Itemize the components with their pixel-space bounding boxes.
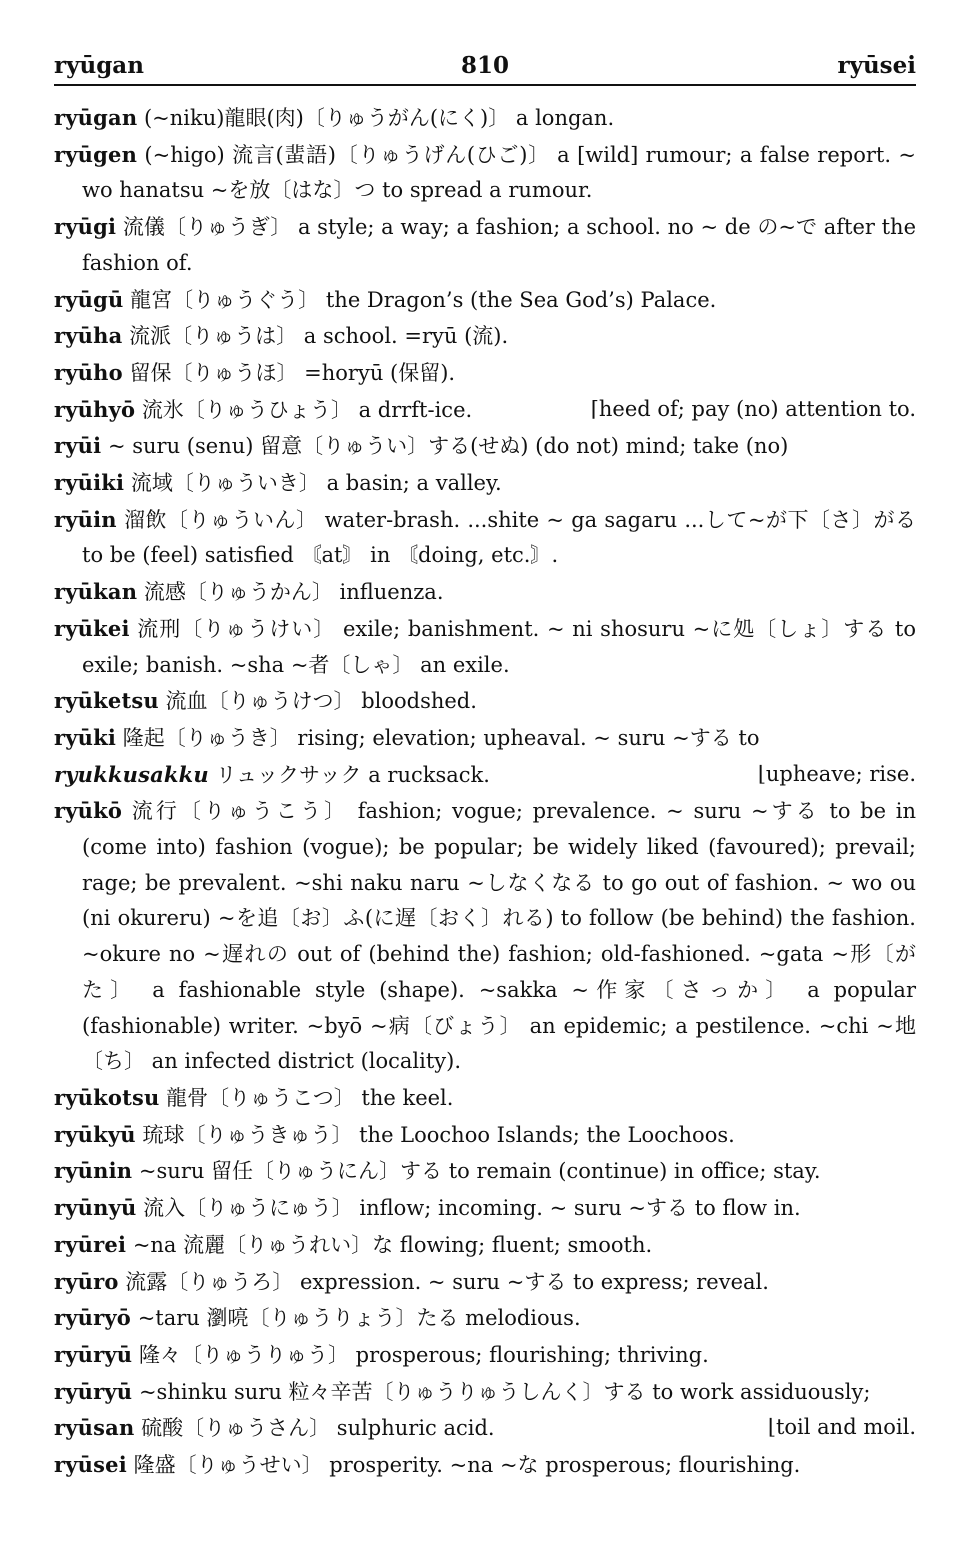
entry [54, 392, 916, 429]
headword: ryūgū [54, 286, 124, 312]
continuation-text: ⌈heed of; pay (no) attention to. [590, 396, 916, 421]
definition: 溜飲〔りゅういん〕 water-brash. ...shite ~ ga sagaru ...して~が下〔さ〕がる to be (feel) satisfied 〘at〙 in 〘doing, etc.〙. [82, 507, 916, 568]
definition: ~suru 留任〔りゅうにん〕する to remain (continue) in office; stay. [132, 1159, 821, 1184]
entry [54, 1447, 916, 1484]
entry [54, 209, 916, 281]
headword: ryūkan [54, 579, 138, 605]
headword: ryūro [54, 1268, 119, 1294]
definition: 龍宮〔りゅうぐう〕 the Dragon’s (the Sea God’s) Palace. [123, 287, 717, 312]
headword: ryukkusakku [54, 761, 209, 787]
headword: ryūgan [54, 105, 138, 130]
headword: ryūin [54, 506, 117, 532]
entry [54, 1410, 916, 1447]
entry [54, 683, 916, 720]
entry [54, 465, 916, 502]
definition: ~shinku suru 粒々辛苦〔りゅうりゅうしんく〕する to work assiduously; [132, 1379, 871, 1404]
definition: 流行〔りゅうこう〕 fashion; vogue; prevalence. ~ suru ~する to be in (come into) fashion (vogue); be popular; be widely liked (favoured); prevail; rage; be prevalent. ~shi naku naru ~しなくなる to go out of fashion. ~ wo ou (ni okureru) ~を追〔お〕ふ(に遅〔おく〕れる) to follow (be behind) the fashion. ~okure no ~遅れの out of (behind the) fashion; old-fashioned. ~gata ~形〔がた〕 a fashionable style (shape). ~sakka ~作家〔さっか〕 a popular (fashionable) writer. ~byō ~病〔びょう〕 an epidemic; a pestilence. ~chi ~地〔ち〕 an infected district (locality). [82, 799, 916, 1074]
entry [54, 282, 916, 319]
definition: 流氷〔りゅうひょう〕 a drrft-ice. [135, 397, 473, 422]
definition: 隆起〔りゅうき〕 rising; elevation; upheaval. ~ suru ~する to [116, 725, 760, 750]
dictionary-page [54, 50, 916, 1484]
entry [54, 1190, 916, 1227]
definition: 硫酸〔りゅうさん〕 sulphuric acid. [134, 1416, 495, 1441]
headword: ryūketsu [54, 688, 159, 714]
headword: ryūrei [54, 1231, 127, 1257]
definition: ~taru 瀏喨〔りゅうりょう〕たる melodious. [131, 1306, 581, 1331]
continuation-text: ⌊toil and moil. [767, 1415, 916, 1440]
definition: ~ suru (senu) 留意〔りゅうい〕する(せぬ) (do not) mind; take (no) [101, 434, 789, 459]
entry [54, 720, 916, 757]
entry [54, 137, 916, 209]
entry [54, 611, 916, 683]
definition: 流入〔りゅうにゅう〕 inflow; incoming. ~ suru ~する to flow in. [136, 1196, 801, 1221]
definition: 流域〔りゅういき〕 a basin; a valley. [124, 471, 502, 496]
entry [54, 1080, 916, 1117]
entry [54, 1264, 916, 1301]
entry [54, 793, 916, 1080]
definition: リュックサック a rucksack. [208, 762, 490, 787]
headword: ryūkotsu [54, 1084, 160, 1110]
definition: 留保〔りゅうほ〕 =horyū (保留). [122, 360, 456, 385]
headword: ryūryō [54, 1305, 132, 1331]
headword: ryūha [54, 323, 123, 349]
headword: ryūgen [54, 141, 138, 167]
entry [54, 100, 916, 137]
headword: ryūryū [54, 1378, 133, 1404]
definition: 流露〔りゅうろ〕 expression. ~ suru ~する to express; reveal. [118, 1269, 769, 1294]
entry [54, 1227, 916, 1264]
headword: ryūgi [54, 214, 117, 240]
entry [54, 502, 916, 574]
entry [54, 1153, 916, 1190]
page-header [54, 50, 916, 86]
entry [54, 757, 916, 794]
entry [54, 574, 916, 611]
definition: 流儀〔りゅうぎ〕 a style; a way; a fashion; a school. no ~ de の~で after the fashion of. [82, 215, 916, 275]
header-first-word: ryūgan [54, 52, 144, 79]
headword: ryūkei [54, 615, 130, 641]
entry [54, 355, 916, 392]
definition: 流感〔りゅうかん〕 influenza. [137, 580, 444, 605]
definition: 琉球〔りゅうきゅう〕 the Loochoo Islands; the Loochoos. [135, 1122, 735, 1147]
headword: ryūiki [54, 470, 125, 496]
headword: ryūho [54, 359, 123, 385]
definition: 流刑〔りゅうけい〕 exile; banishment. ~ ni shosuru ~に処〔しょ〕する to exile; banish. ~sha ~者〔しゃ〕 an exile. [82, 616, 916, 677]
continuation-text: ⌊upheave; rise. [757, 761, 916, 786]
definition: (~niku)龍眼(肉)〔りゅうがん(にく)〕 a longan. [137, 106, 615, 130]
headword: ryūki [54, 724, 117, 750]
definition: 隆々〔りゅうりゅう〕 prosperous; flourishing; thriving. [132, 1342, 709, 1367]
headword: ryūkō [54, 798, 123, 824]
entry-list [54, 100, 916, 1484]
definition: 流血〔りゅうけつ〕 bloodshed. [158, 689, 477, 714]
header-last-word: ryūsei [837, 52, 916, 79]
definition: (~higo) 流言(蜚語)〔りゅうげん(ひご)〕 a [wild] rumour; a false report. ~ wo hanatsu ~を放〔はな〕つ to spread a rumour. [82, 142, 916, 203]
headword: ryūsei [54, 1452, 127, 1478]
page-number: 810 [460, 52, 509, 79]
definition: 龍骨〔りゅうこつ〕 the keel. [159, 1085, 454, 1110]
definition: 隆盛〔りゅうせい〕 prosperity. ~na ~な prosperous; flourishing. [126, 1453, 801, 1478]
headword: ryūkyū [54, 1121, 136, 1147]
headword: ryūnyū [54, 1195, 137, 1221]
headword: ryūryū [54, 1341, 133, 1367]
entry [54, 1374, 916, 1411]
definition: 流派〔りゅうは〕 a school. =ryū (流). [122, 324, 509, 349]
headword: ryūi [54, 433, 102, 459]
entry [54, 1117, 916, 1154]
entry [54, 1300, 916, 1337]
headword: ryūnin [54, 1158, 133, 1184]
headword: ryūhyō [54, 396, 136, 422]
entry [54, 428, 916, 465]
definition: ~na 流麗〔りゅうれい〕な flowing; fluent; smooth. [126, 1232, 653, 1257]
entry [54, 318, 916, 355]
headword: ryūsan [54, 1415, 135, 1441]
entry [54, 1337, 916, 1374]
